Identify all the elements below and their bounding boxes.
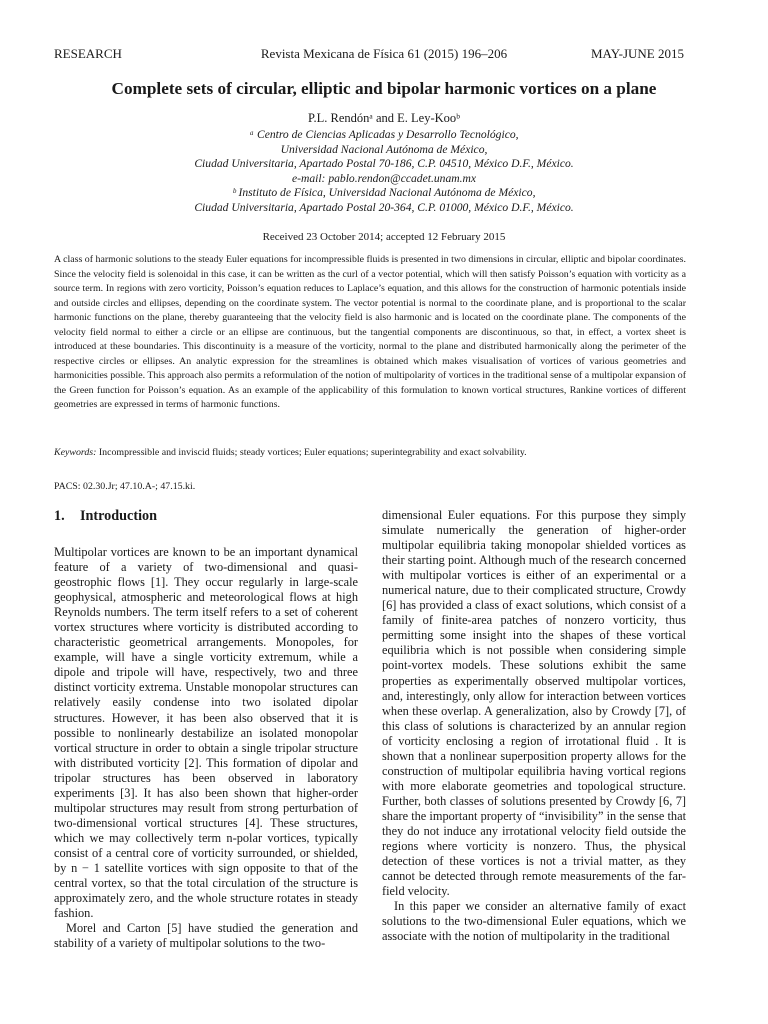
- abstract: A class of harmonic solutions to the steady Euler equations for incompressible fluids is presented in two dimensions in circular, elliptic and bipolar coordinates. Since the velocity field is solenoidal in this case, it can be written as the curl of a vector potential, which will then satisfy Poisson’s equation with vorticity as a source term. In regions with zero vorticity, Poisson’s equation reduces to Laplace’s equation, and this allows for the construction of harmonic potentials inside and outside circles and ellipses, depending on the coordinate system. The vector potential is normal to the coordinate plane, and is proportional to the scalar harmonic functions on the plane, thereby guaranteeing that the velocity field is also harmonic and is located on the coordinate plane. The components of the velocity field normal to either a circle or an ellipse are continuous, but the tangential components are discontinuous, so that, in effect, a vortex sheet is introduced at these boundaries. This discontinuity is a measure of the vorticity, normal to the plane and distributed harmonically along the perimeter of the respective circles or ellipses. An analytic expression for the streamlines is obtained which makes visualisation of vortices of various geometries and harmonicities possible. This approach also permits a reformulation of the notion of multipolarity of vortices in the traditional sense of a multipolar expansion of the Green function for Poisson’s equation. As an example of the applicability of this formulation to known vortical structures, Rankine vortices of different geometries are expressed in terms of harmonic functions.: [54, 254, 686, 411]
- pacs-codes: PACS: 02.30.Jr; 47.10.A-; 47.15.ki.: [54, 481, 196, 492]
- running-header-section: RESEARCH: [54, 46, 122, 61]
- keywords: [54, 447, 694, 458]
- author-email[interactable]: e-mail: pablo.rendon@ccadet.unam.mx: [291, 171, 477, 185]
- running-header-journal: Revista Mexicana de Física 61 (2015) 196–206: [260, 46, 508, 61]
- paper-title: Complete sets of circular, elliptic and bipolar harmonic vortices on a plane: [111, 79, 657, 98]
- received-dates: Received 23 October 2014; accepted 12 February 2015: [262, 231, 506, 243]
- affiliation-line: ᵇ Instituto de Física, Universidad Nacional Autónoma de México,: [232, 186, 536, 200]
- affiliations: [0, 128, 768, 216]
- keywords-label: Keywords:: [54, 447, 97, 458]
- author-list: P.L. Rendónᵃ and E. Ley-Kooᵇ: [307, 111, 461, 125]
- intro-paragraph-3: dimensional Euler equations. For this purpose they simply simulate numerically the generation of higher-order multipolar equilibria taking monopolar shielded vortices as their starting point. Although much of the research concerned with multipolar vortices is either of an experimental or a numerical nature, due to their complicated structure, Crowdy [6] has provided a class of exact solutions, which consist of a family of finite-area patches of nonzero vorticity, thus permitting some insight into the shapes of these vortical equilibria which is not possible when considering simple point-vortex models. These solutions exhibit the same properties as experimentally observed multipolar vortices, and, interestingly, only allow for interaction between vortices when these overlap. A generalization, also by Crowdy [7], of this class of solutions is characterized by an annular region of vorticity enclosing a region of irrotational fluid . It is shown that a nonlinear superposition property allows for the construction of multipolar equilibria having vortical regions with more elaborate geometries and topological structure. Further, both classes of solutions presented by Crowdy [6, 7] share the important property of “invisibility” in the sense that they do not induce any irrotational velocity field outside the regions where vorticity is nonzero. Thus, the physical detection of these vortices is not a trivial matter, as they cannot be detected through remote measurements of the far-field velocity.: [382, 508, 686, 899]
- affiliation-line: Ciudad Universitaria, Apartado Postal 20-364, C.P. 01000, México D.F., México.: [194, 200, 574, 214]
- affiliation-line: ᵃ Centro de Ciencias Aplicadas y Desarrollo Tecnológico,: [249, 128, 519, 141]
- running-header-date: MAY-JUNE 2015: [590, 46, 684, 61]
- intro-paragraph-4: In this paper we consider an alternative family of exact solutions to the two-dimensional Euler equations, which we associate with the notion of multipolarity in the traditional: [382, 899, 686, 944]
- affiliation-line: Universidad Nacional Autónoma de México,: [280, 142, 488, 156]
- section-heading-introduction: [54, 508, 358, 524]
- intro-paragraph-1: Multipolar vortices are known to be an important dynamical feature of a variety of two-dimensional and quasi-geostrophic flows [1]. They occur regularly in large-scale geophysical, atmospheric and meteorological flows at high Reynolds numbers. The term itself refers to a set of coherent vortex structures where vorticity is distributed according to characteristic geometrical arrangements. Monopoles, for example, will have a single vorticity extremum, while a dipole and tripole will have, respectively, two and three distinct vorticity extrema. Unstable monopolar structures can relatively easily condense into two isolated dipolar structures. However, it has been also observed that it is possible to nonlinearly destabilize an isolated monopolar vortical structure in order to obtain a single tripolar structure with distributed vorticity [2]. This formation of dipolar and tripolar structures has been observed in laboratory experiments [3]. It has also been shown that higher-order multipolar structures may result from strong perturbation of two-dimensional vortical structures [4]. These structures, which we may collectively term n-polar vortices, typically consist of a central core of vorticity surrounded, or shielded, by n − 1 satellite vortices with sign opposite to that of the central vortex, so that the total circulation of the structure is approximately zero, and the whole structure rotates in steady fashion.: [54, 545, 358, 921]
- affiliation-line: Ciudad Universitaria, Apartado Postal 70-186, C.P. 04510, México D.F., México.: [194, 157, 574, 171]
- left-column: [54, 508, 358, 951]
- intro-paragraph-2: Morel and Carton [5] have studied the generation and stability of a variety of multipolar solutions to the two-: [54, 921, 358, 951]
- section-number: 1.: [54, 508, 65, 524]
- right-column: [382, 508, 686, 944]
- section-title: Introduction: [80, 508, 157, 524]
- keywords-text: Incompressible and inviscid fluids; steady vortices; Euler equations; superintegrability and exact solvability.: [98, 447, 527, 458]
